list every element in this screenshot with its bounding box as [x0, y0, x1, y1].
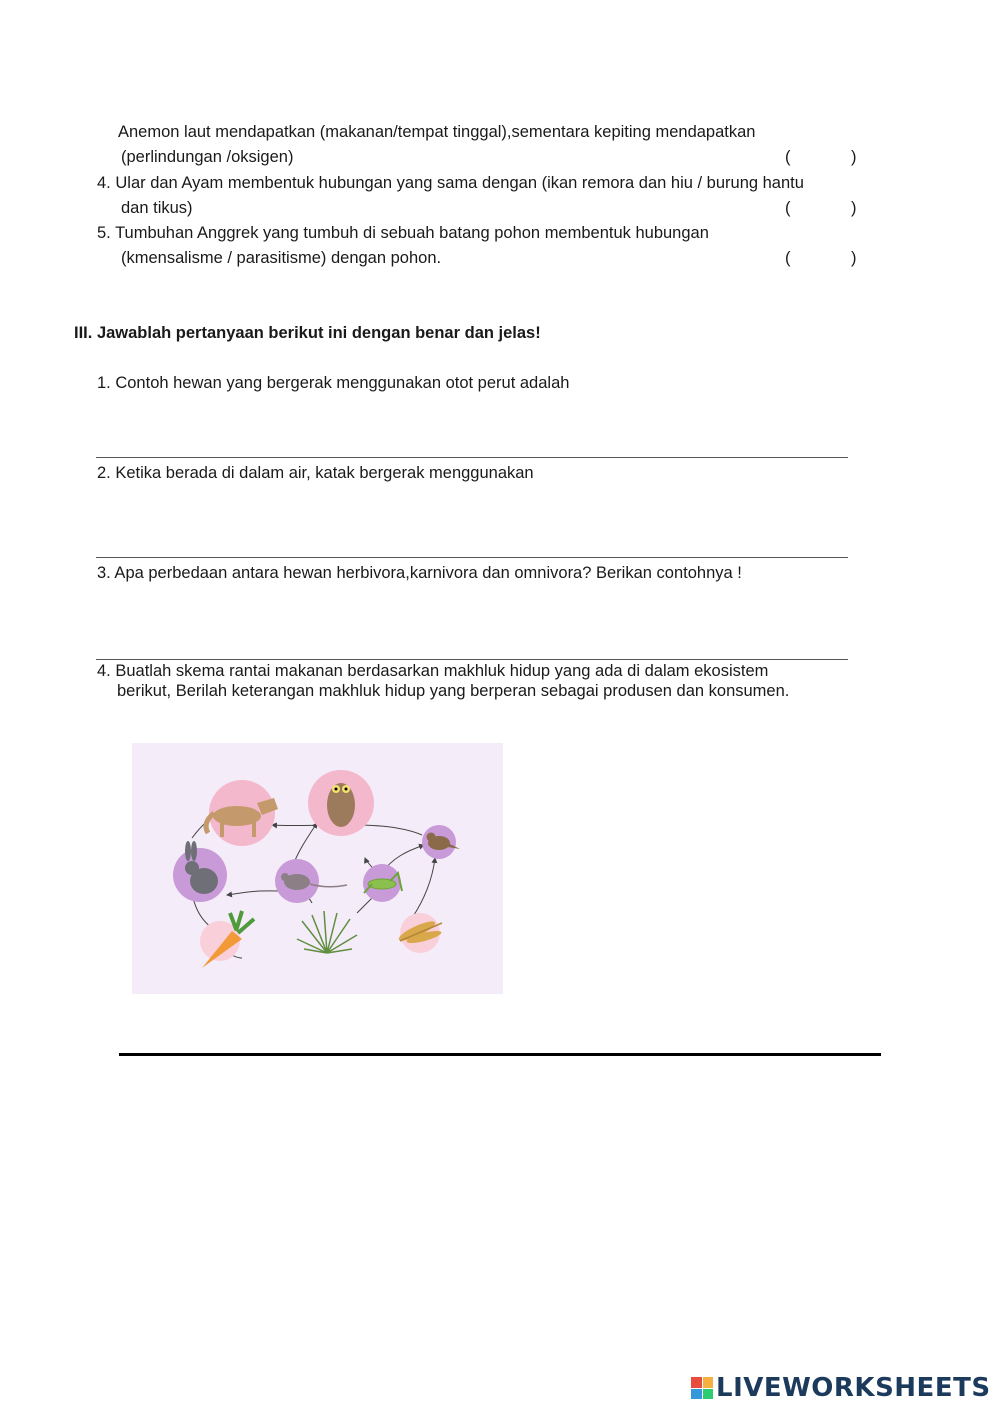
item-3-line-2: (perlindungan /oksigen) [121, 148, 294, 166]
grass-icon [297, 911, 357, 953]
logo-grid-icon [691, 1377, 713, 1399]
section-3-numeral: III. [74, 324, 93, 342]
food-web-svg [132, 743, 503, 994]
answer-line-4[interactable] [119, 1053, 881, 1056]
item-5-text: Tumbuhan Anggrek yang tumbuh di sebuah batang pohon membentuk hubungan [115, 224, 709, 242]
answer-paren-close: ) [851, 249, 857, 267]
food-web-illustration [132, 743, 503, 994]
answer-paren-open: ( [785, 148, 791, 166]
item-5-number: 5. [97, 224, 111, 242]
item-4-line-1 [97, 174, 804, 193]
liveworksheets-logo [691, 1373, 991, 1403]
answer-line-1[interactable] [96, 457, 848, 458]
item-4-line-2: dan tikus) [121, 199, 193, 217]
section-3-heading [74, 324, 541, 343]
question-4-line-2: berikut, Berilah keterangan makhluk hidup yang berperan sebagai produsen dan konsumen. [117, 682, 790, 700]
question-2: 2. Ketika berada di dalam air, katak bergerak menggunakan [97, 464, 534, 482]
item-4-text: Ular dan Ayam membentuk hubungan yang sama dengan (ikan remora dan hiu / burung hantu [115, 174, 804, 192]
answer-paren-open: ( [785, 199, 791, 217]
item-5-line-1 [97, 224, 709, 243]
owl-icon [327, 783, 355, 827]
item-4-number: 4. [97, 174, 111, 192]
question-4-line-1: 4. Buatlah skema rantai makanan berdasarkan makhluk hidup yang ada di dalam ekosistem [97, 662, 769, 680]
answer-line-3[interactable] [96, 659, 848, 660]
answer-paren-close: ) [851, 199, 857, 217]
item-5-line-2: (kmensalisme / parasitisme) dengan pohon. [121, 249, 442, 267]
brand-name: LIVEWORKSHEETS [716, 1373, 991, 1403]
question-1: 1. Contoh hewan yang bergerak menggunakan otot perut adalah [97, 374, 570, 392]
question-3: 3. Apa perbedaan antara hewan herbivora,karnivora dan omnivora? Berikan contohnya ! [97, 564, 742, 582]
answer-line-2[interactable] [96, 557, 848, 558]
section-3-title: Jawablah pertanyaan berikut ini dengan benar dan jelas! [96, 324, 541, 342]
item-3-line-1: Anemon laut mendapatkan (makanan/tempat tinggal),sementara kepiting mendapatkan [118, 123, 756, 141]
answer-paren-close: ) [851, 148, 857, 166]
answer-paren-open: ( [785, 249, 791, 267]
